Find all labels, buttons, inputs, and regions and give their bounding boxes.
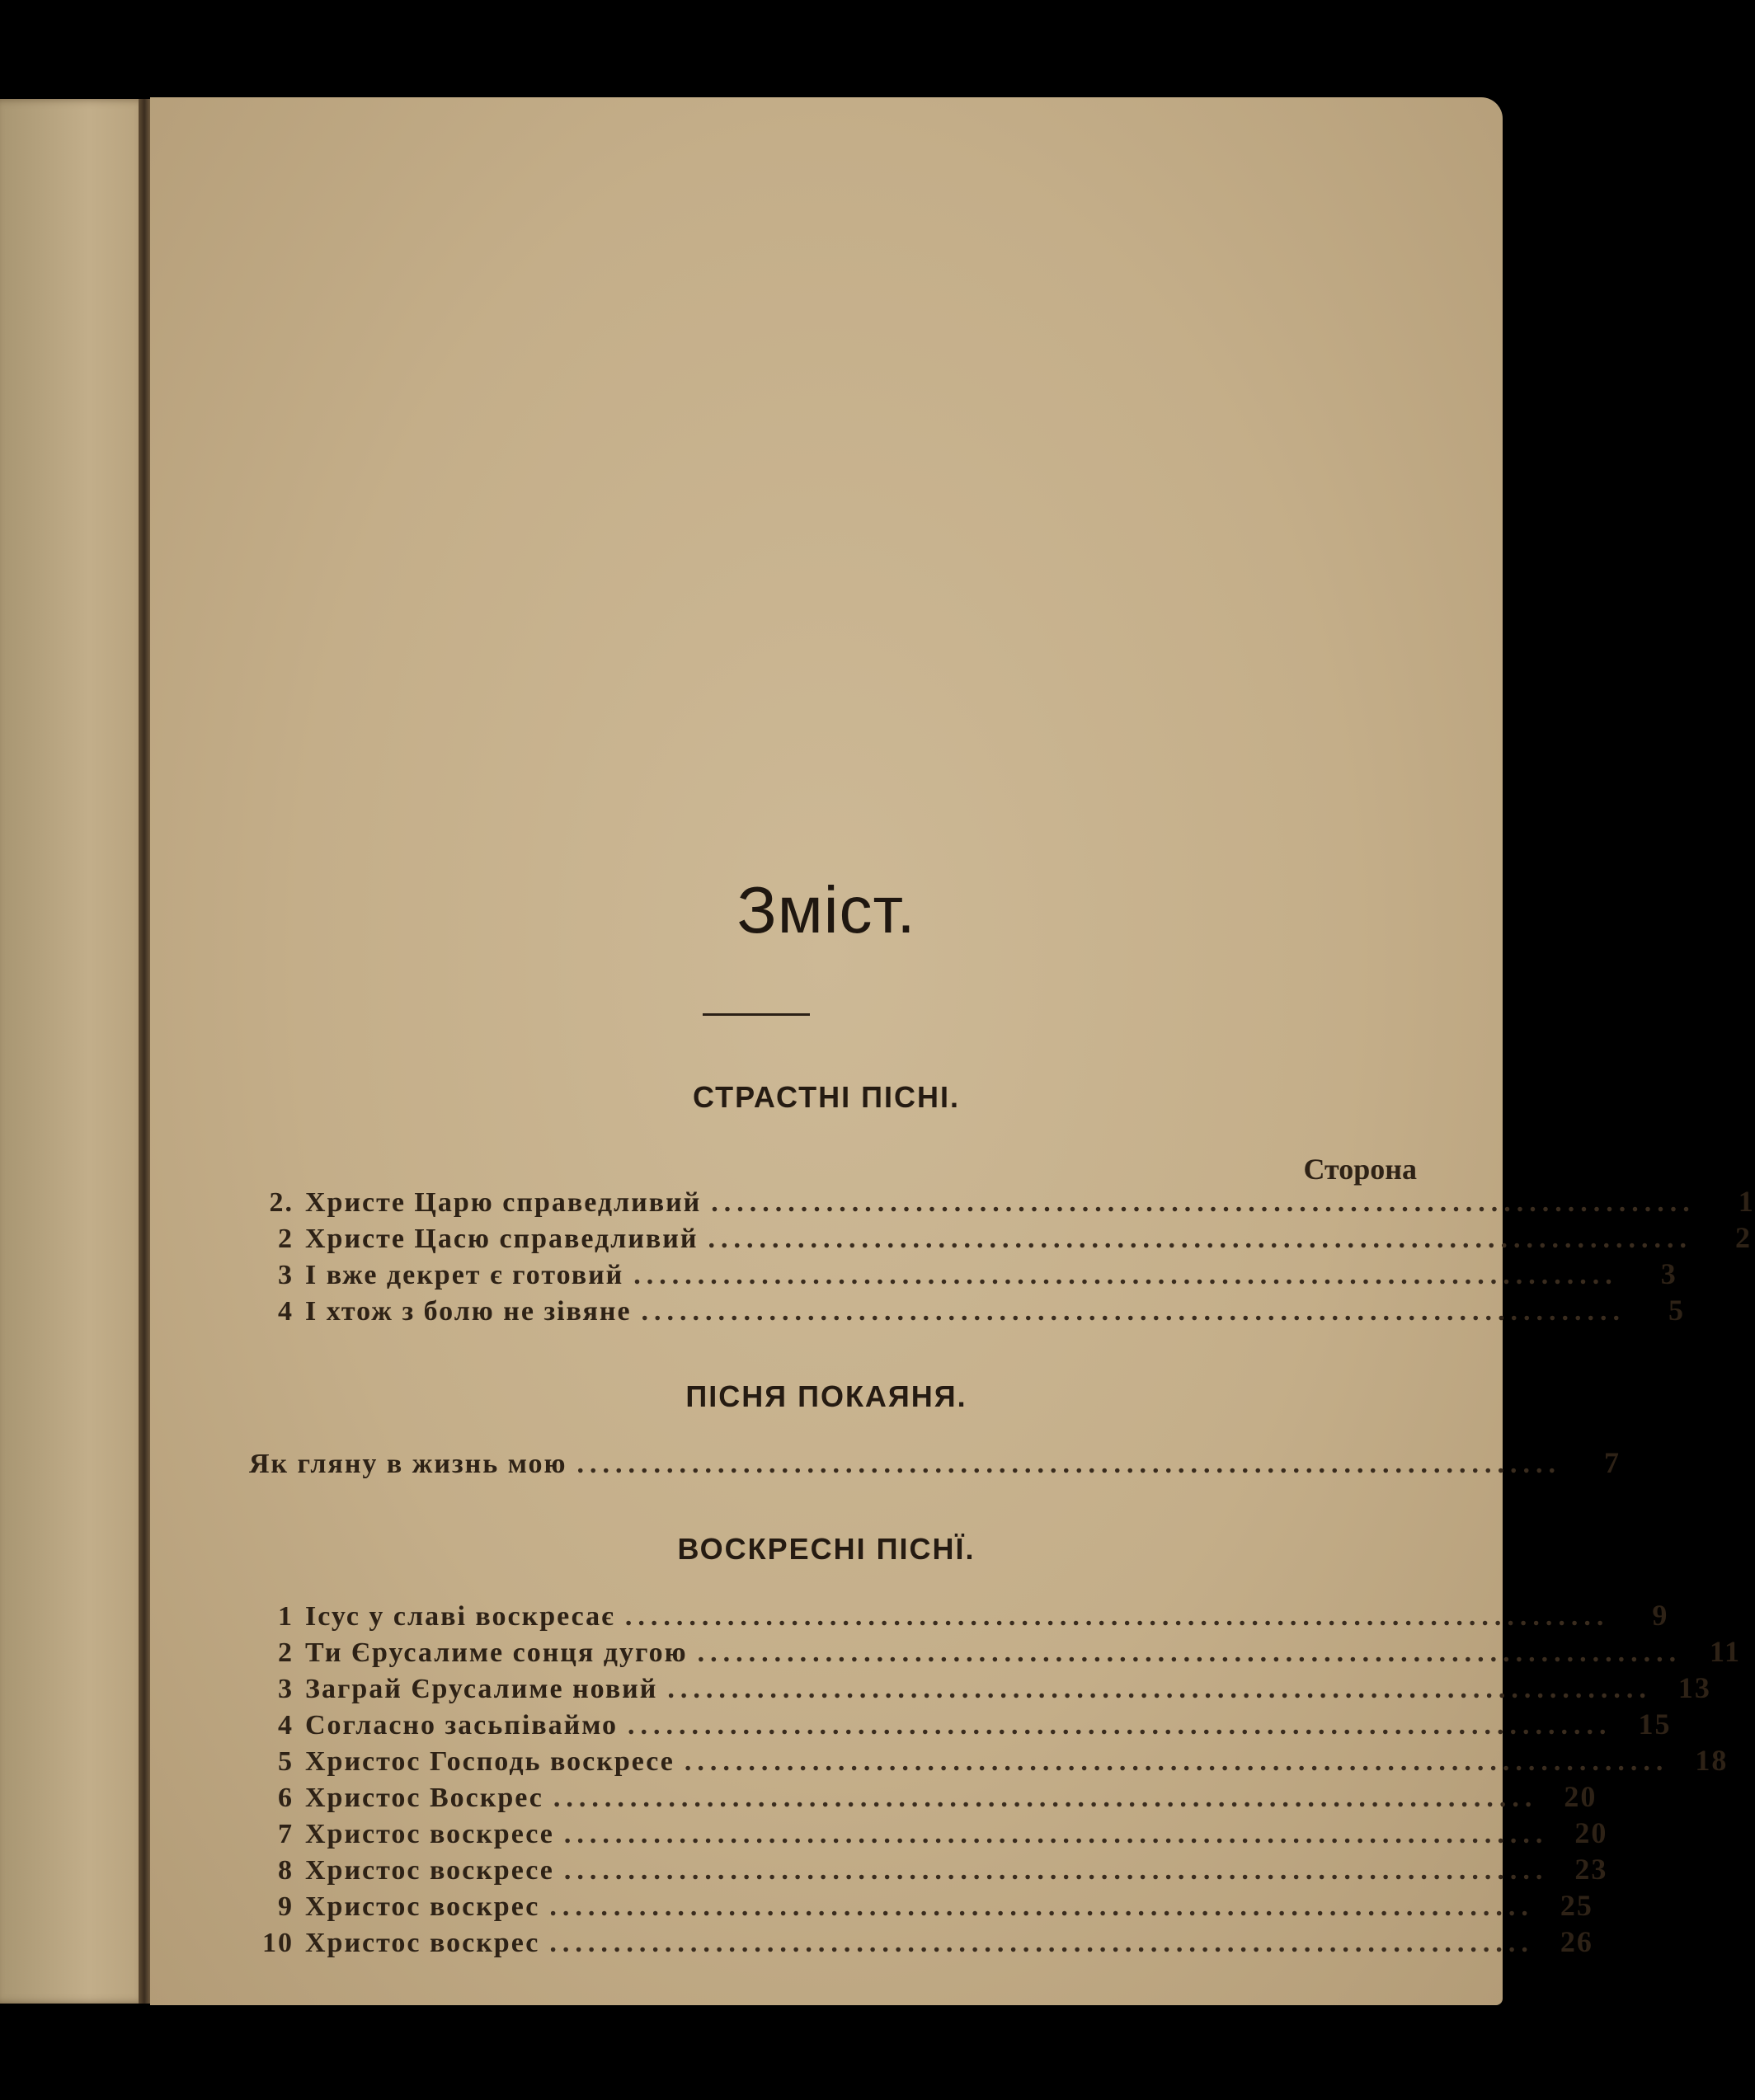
entry-title: Як гляну в жизнь мою [249, 1449, 567, 1479]
toc-entry [233, 1634, 1742, 1670]
section-heading-resurrection: ВОСКРЕСНІ ПІСНЇ. [677, 1532, 976, 1566]
page-title: Зміст. [736, 873, 916, 947]
section-list-passion [233, 1184, 1755, 1329]
toc-entry [233, 1707, 1672, 1743]
leader-dots: ............................................................................. [697, 1637, 1682, 1668]
entry-number: 3 [278, 1260, 294, 1290]
entry-number: 5 [278, 1746, 294, 1777]
leader-dots: ............................................................................. [576, 1449, 1561, 1479]
entry-title: Христе Цасю справедливий [305, 1224, 699, 1254]
entry-number: 2 [278, 1224, 294, 1254]
title-divider [703, 1013, 810, 1016]
entry-page: 5 [1668, 1294, 1686, 1327]
leader-dots: ............................................................................. [627, 1710, 1612, 1741]
leader-dots: ............................................................................. [667, 1674, 1652, 1704]
leader-dots: ............................................................................. [549, 1928, 1534, 1958]
entry-title: І вже декрет є готовий [305, 1260, 624, 1290]
entry-page: 23 [1574, 1853, 1608, 1886]
entry-title: Христе Царю справедливий [305, 1187, 702, 1218]
entry-page: 20 [1574, 1816, 1608, 1849]
entry-title: Христос воскресе [305, 1819, 554, 1849]
leader-dots: ............................................................................. [641, 1296, 1626, 1327]
toc-entry [233, 1670, 1711, 1707]
entry-title: Христос Воскрес [305, 1783, 543, 1813]
entry-number: 4 [278, 1296, 294, 1327]
toc-entry [233, 1924, 1593, 1961]
toc-entry [233, 1779, 1597, 1816]
entry-page: 9 [1652, 1599, 1669, 1632]
entry-number: 8 [278, 1855, 294, 1886]
toc-entry [233, 1852, 1608, 1888]
leader-dots: ............................................................................. [633, 1260, 1618, 1290]
entry-page: 2 [1734, 1221, 1752, 1254]
entry-number: 3 [278, 1674, 294, 1704]
entry-number: 1 [278, 1601, 294, 1632]
entry-page: 7 [1603, 1446, 1621, 1479]
entry-title: Христос Господь воскресе [305, 1746, 675, 1777]
section-list-repentance [249, 1445, 1621, 1482]
entry-title: Заграй Єрусалиме новий [305, 1674, 658, 1704]
leader-dots: ............................................................................. [563, 1819, 1549, 1849]
book-spine [139, 99, 150, 2004]
toc-entry [233, 1184, 1755, 1220]
entry-page: 13 [1677, 1671, 1711, 1704]
toc-entry [233, 1743, 1729, 1779]
entry-page: 18 [1695, 1744, 1729, 1777]
entry-page: 3 [1660, 1257, 1677, 1290]
leader-dots: ............................................................................. [708, 1224, 1692, 1254]
page-column-header: Сторона [1303, 1153, 1417, 1186]
entry-title: І хтож з болю не зівяне [305, 1296, 632, 1327]
entry-number: 2 [278, 1637, 294, 1668]
toc-entry [233, 1888, 1593, 1924]
toc-entry [233, 1598, 1669, 1634]
entry-number: 9 [278, 1891, 294, 1922]
leader-dots: ............................................................................. [624, 1601, 1610, 1632]
entry-page: 25 [1560, 1889, 1593, 1922]
leader-dots: ............................................................................. [563, 1855, 1549, 1886]
section-heading-repentance: ПІСНЯ ПОКАЯНЯ. [685, 1379, 967, 1413]
entry-title: Ісус у славі воскресає [305, 1601, 615, 1632]
leader-dots: ............................................................................. [549, 1891, 1534, 1922]
entry-page: 11 [1710, 1635, 1742, 1668]
toc-entry [233, 1816, 1608, 1852]
toc-entry [233, 1220, 1752, 1257]
entry-title: Ти Єрусалиме сонця дугою [305, 1637, 688, 1668]
entry-number: 4 [278, 1710, 294, 1741]
toc-entry [249, 1445, 1621, 1482]
entry-title: Христос воскресе [305, 1855, 554, 1886]
entry-title: Христос воскрес [305, 1928, 540, 1958]
entry-number: 6 [278, 1783, 294, 1813]
entry-number: 2. [269, 1187, 294, 1218]
table-of-contents-page [150, 97, 1755, 2005]
entry-title: Христос воскрес [305, 1891, 540, 1922]
leader-dots: ............................................................................. [711, 1187, 1696, 1218]
entry-title: Согласно засьпіваймо [305, 1710, 618, 1741]
entry-page: 1 [1738, 1185, 1755, 1218]
entry-page: 26 [1560, 1925, 1593, 1958]
entry-number: 10 [262, 1928, 294, 1958]
leader-dots: ............................................................................. [553, 1783, 1538, 1813]
toc-entry [233, 1257, 1677, 1293]
leader-dots: ............................................................................. [684, 1746, 1669, 1777]
section-heading-passion: СТРАСТНІ ПІСНІ. [692, 1080, 960, 1114]
previous-page-edge [0, 99, 148, 2004]
section-list-resurrection [233, 1598, 1742, 1961]
entry-number: 7 [278, 1819, 294, 1849]
entry-page: 15 [1638, 1708, 1672, 1741]
entry-page: 20 [1564, 1780, 1597, 1813]
toc-entry [233, 1293, 1686, 1329]
